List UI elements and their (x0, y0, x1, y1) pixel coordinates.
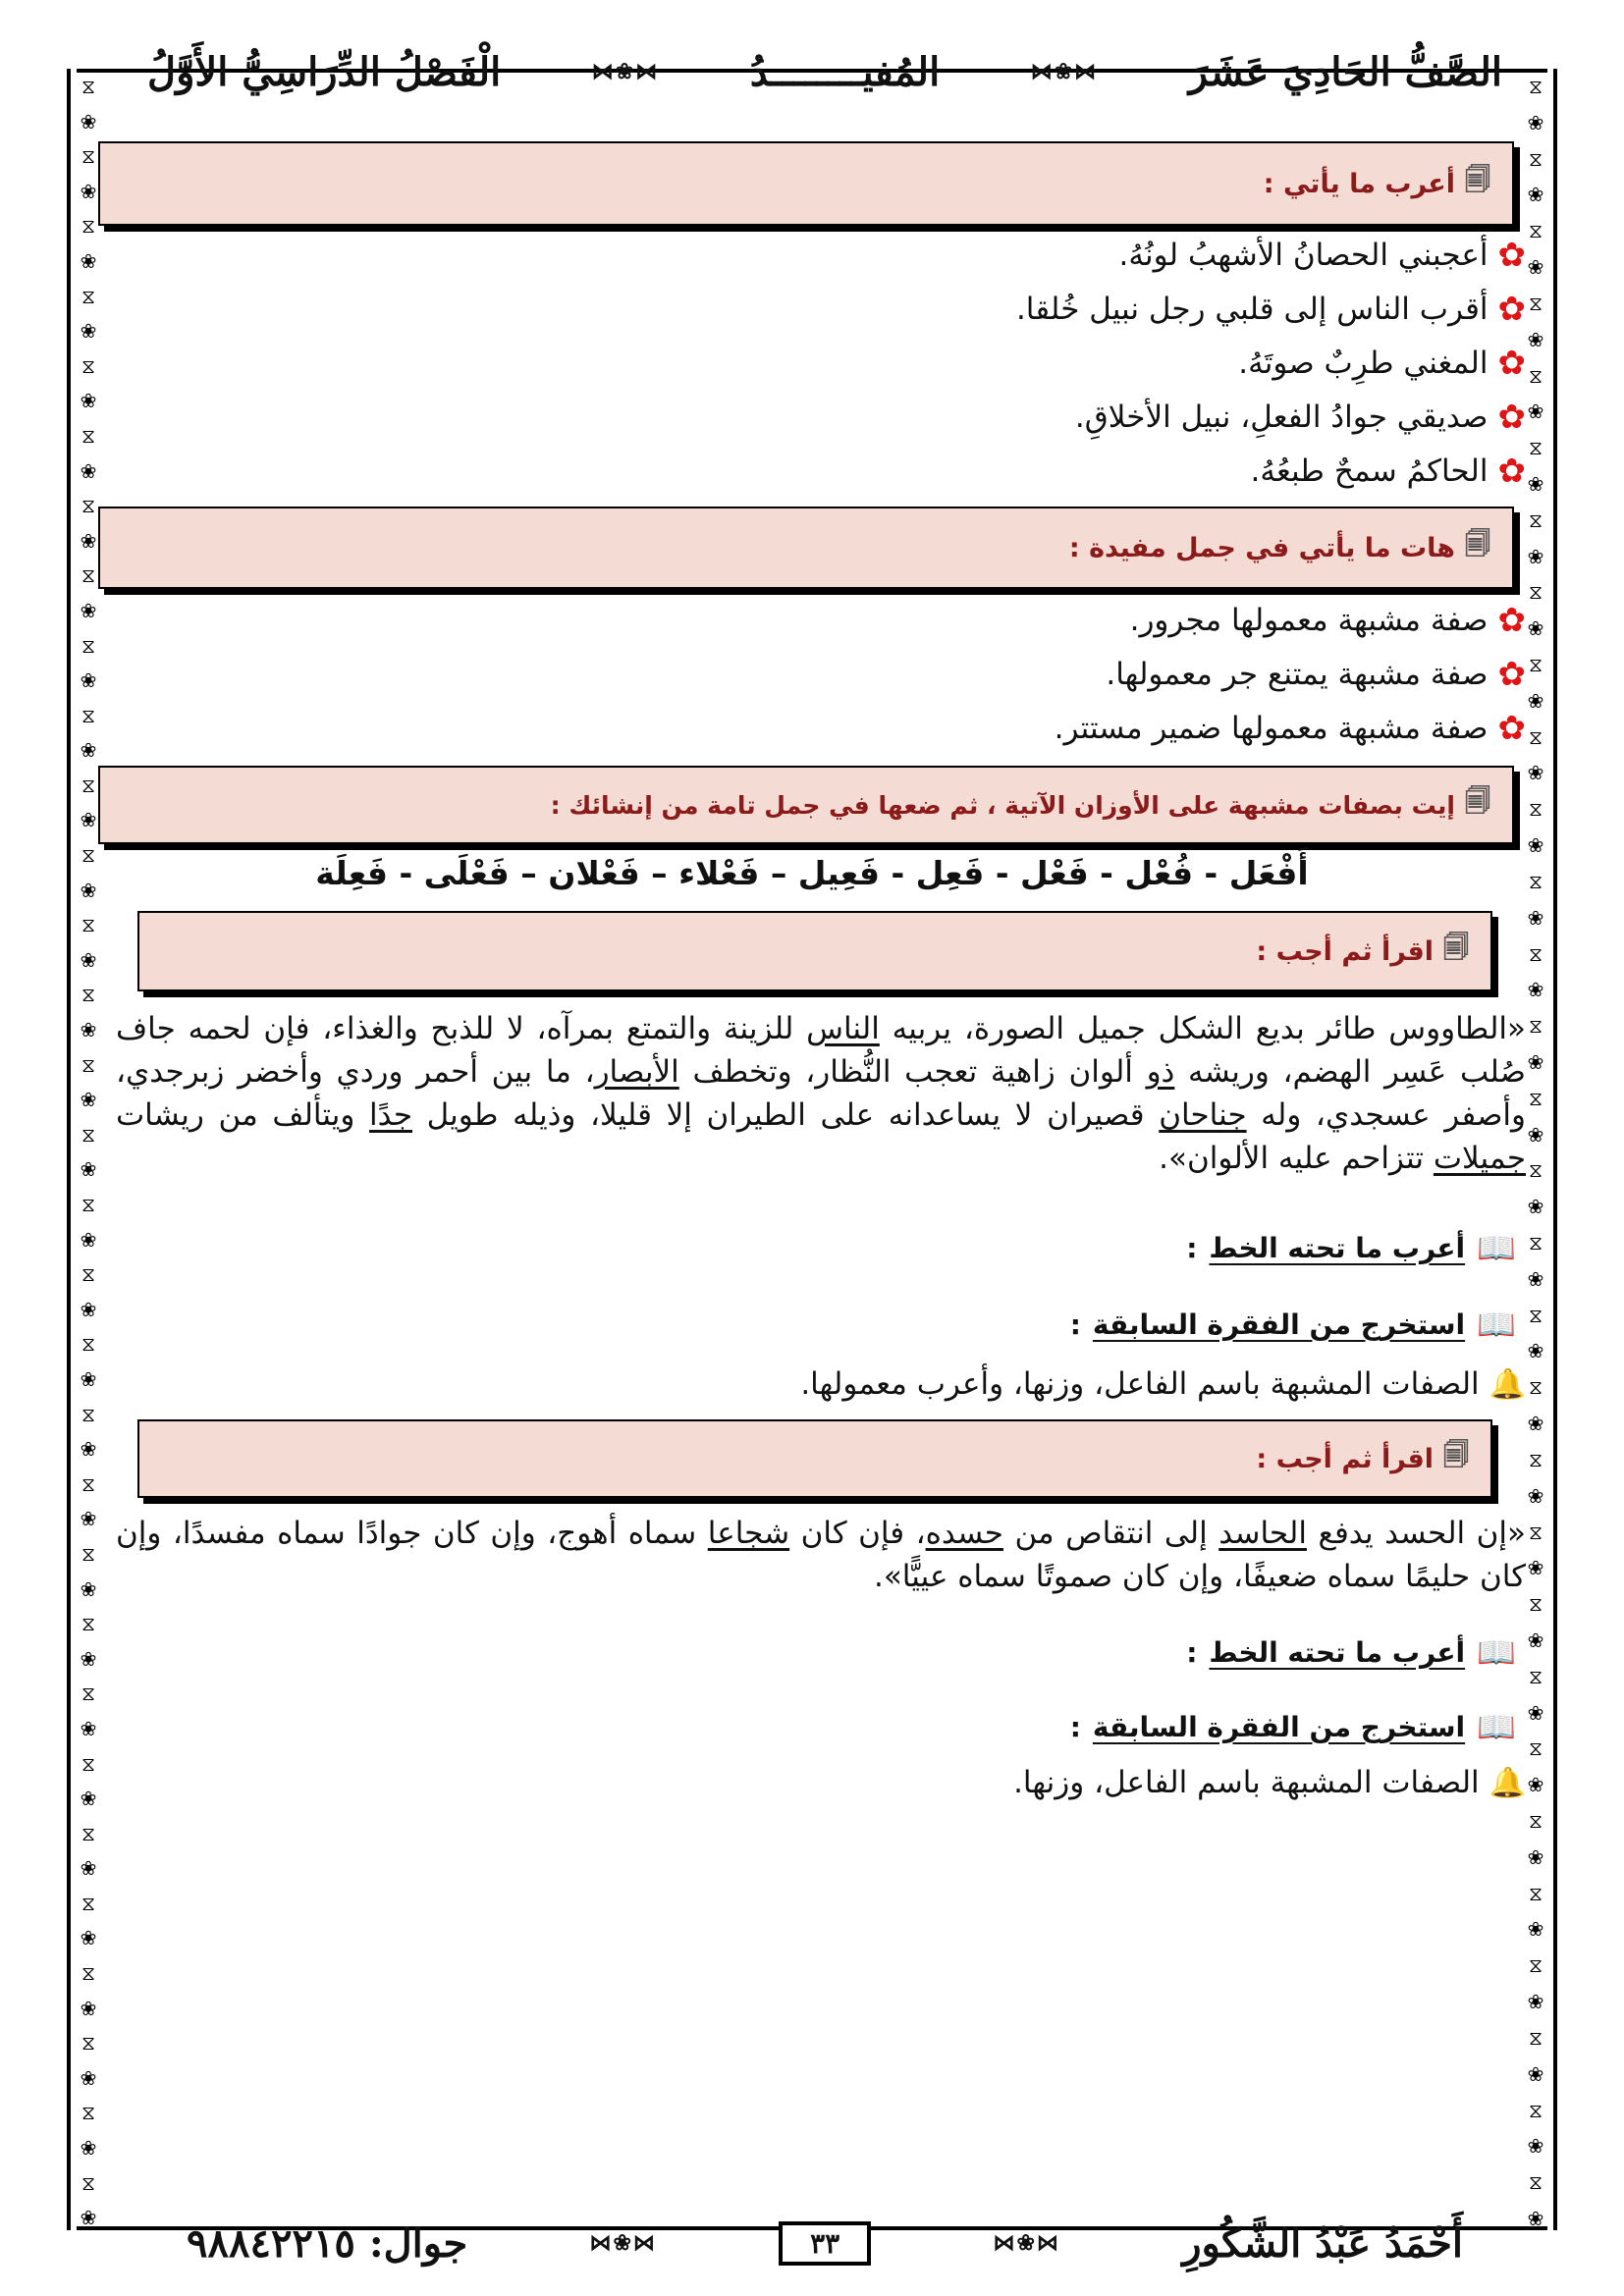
section4-note: 🔔 الصفات المشبهة باسم الفاعل، وزنها، وأعرب معمولها. (800, 1366, 1526, 1402)
bell-icon: 🔔 (1489, 1765, 1526, 1800)
section4-task-parse: 📖 أعرب ما تحته الخط : (1186, 1229, 1516, 1266)
underlined-word: شجاعا (707, 1516, 790, 1551)
underlined-word: جدًا (368, 1097, 413, 1133)
red-flower-bullet-icon: ✿ (1497, 709, 1526, 748)
footer-ornament-icon: ⋈❀⋈ (993, 2230, 1060, 2256)
section3-title: إيت بصفات مشبهة على الأوزان الآتية ، ثم ضعها في جمل تامة من إنشائك : (550, 790, 1456, 820)
section2-title: هات ما يأتي في جمل مفيدة : (1068, 532, 1456, 563)
section5-task-extract: 📖 استخرج من الفقرة السابقة : (1069, 1708, 1516, 1745)
underlined-word: الحاسد (1218, 1516, 1307, 1551)
section1-title: أعرب ما يأتي : (1263, 168, 1456, 199)
book-title: المُفيــــــــدُ (749, 48, 941, 95)
section4-paragraph: «الطاووس طائر بديع الشكل جميل الصورة، يربيه الناس للزينة والتمتع بمرآه، لا للذبح والغذاء، فإن لحمه جاف صُلب عَسِر الهضم، وريشه ذو ألوان زاهية تعجب النُّظار، وتخطف الأبصار، ما بين أحمر وردي وأخضر زبرجدي، وأصفر عسجدي، وله جناحان قصيران لا يساعدانه على الطيران إلا قليلا، وذيله طويل جدًا ويتألف من ريشات جميلات تتزاحم عليه الألوان». (116, 1011, 1526, 1176)
list-item: ✿ صديقي جوادُ الفعلِ، نبيل الأخلاقِ. (1074, 398, 1526, 437)
list-item: ✿ صفة مشبهة معمولها ضمير مستتر. (1054, 709, 1526, 748)
list-item: ✿ أعجبني الحصانُ الأشهبُ لونُهُ. (1118, 236, 1526, 275)
header-ornament-icon: ⋈❀⋈ (591, 59, 660, 84)
frame-right-line (1553, 69, 1557, 2230)
header-ornament-icon: ⋈❀⋈ (1030, 59, 1099, 84)
weights-line: أَفْعَل - فُعْل - فَعْل - فَعِل - فَعِيل – فَعْلاء – فَعْلان – فَعْلَى - فَعِلَة (315, 854, 1309, 892)
list-item: ✿ أقرب الناس إلى قلبي رجل نبيل خُلقا. (1015, 290, 1526, 329)
list-item: ✿ صفة مشبهة يمتنع جر معمولها. (1106, 655, 1526, 694)
document-stack-icon: 🗐 (1465, 166, 1490, 195)
list-item: ✿ صفة مشبهة معمولها مجرور. (1129, 601, 1526, 640)
section2-title-box (98, 507, 1514, 589)
section5-paragraph: «إن الحسد يدفع الحاسد إلى انتقاص من حسده، فإن كان شجاعا سماه أهوج، وإن كان جوادًا سماه مفسدًا، وإن كان حليمًا سماه ضعيفًا، وإن كان صموتًا سماه عييًّا». (116, 1516, 1526, 1594)
underlined-word: جميلات (1433, 1141, 1526, 1176)
frame-left-line (67, 69, 71, 2230)
open-book-icon: 📖 (1477, 1306, 1516, 1343)
red-flower-bullet-icon: ✿ (1497, 655, 1526, 694)
section3-title-box (98, 766, 1514, 844)
page-footer (187, 2199, 1463, 2287)
section5-title: اقرأ ثم أجب : (1256, 1443, 1435, 1474)
section5-title-box (137, 1419, 1492, 1498)
red-flower-bullet-icon: ✿ (1497, 236, 1526, 275)
underlined-word: ذو (1146, 1054, 1175, 1090)
red-flower-bullet-icon: ✿ (1497, 290, 1526, 329)
red-flower-bullet-icon: ✿ (1497, 452, 1526, 491)
list-item: ✿ الحاكمُ سمحٌ طبعُهُ. (1250, 452, 1526, 491)
frame-right-border: ⧖ ❀ ⧖ ❀ ⧖ ❀ ⧖ ❀ ⧖ ❀ ⧖ ❀ ⧖ ❀ ⧖ ❀ ⧖ ❀ ⧖ ❀ ⧖ ❀ ⧖ ❀ ⧖ ❀ ⧖ ❀ ⧖ ❀ ⧖ ❀ ⧖ ❀ ⧖ ❀ ⧖ ❀ ⧖ ❀ ⧖ ❀ ⧖ ❀ ⧖ ❀ ⧖ ❀ ⧖ ❀ ⧖ ❀ ⧖ ❀ ⧖ ❀ ⧖ ❀ ⧖ ❀ (1527, 75, 1544, 2230)
page-number: ٣٣ (779, 2221, 871, 2266)
underlined-word: جناحان (1159, 1097, 1247, 1133)
bell-icon: 🔔 (1489, 1366, 1526, 1402)
section4-title: اقرأ ثم أجب : (1256, 935, 1435, 967)
section5-note: 🔔 الصفات المشبهة باسم الفاعل، وزنها. (1013, 1765, 1526, 1800)
semester-title: الْفَصْلُ الدِّرَاسِيُّ الأَوَّلُ (147, 48, 502, 95)
red-flower-bullet-icon: ✿ (1497, 601, 1526, 640)
frame-left-border: ⧖ ❀ ⧖ ❀ ⧖ ❀ ⧖ ❀ ⧖ ❀ ⧖ ❀ ⧖ ❀ ⧖ ❀ ⧖ ❀ ⧖ ❀ ⧖ ❀ ⧖ ❀ ⧖ ❀ ⧖ ❀ ⧖ ❀ ⧖ ❀ ⧖ ❀ ⧖ ❀ ⧖ ❀ ⧖ ❀ ⧖ ❀ ⧖ ❀ ⧖ ❀ ⧖ ❀ ⧖ ❀ ⧖ ❀ ⧖ ❀ ⧖ ❀ ⧖ ❀ ⧖ ❀ ⧖ ❀ (80, 75, 97, 2230)
document-stack-icon: 🗐 (1465, 787, 1490, 817)
document-stack-icon: 🗐 (1443, 934, 1469, 963)
author-name: أَحْمَدُ عَبْدُ الشَّكُورِ (1182, 2219, 1463, 2267)
open-book-icon: 📖 (1477, 1229, 1516, 1266)
open-book-icon: 📖 (1477, 1633, 1516, 1671)
underlined-word: الأبصار (594, 1054, 679, 1090)
section4-task-extract: 📖 استخرج من الفقرة السابقة : (1069, 1306, 1516, 1343)
document-stack-icon: 🗐 (1465, 530, 1490, 560)
grade-title: الصَّفُّ الحَادِيَ عَشَرَ (1188, 48, 1502, 95)
red-flower-bullet-icon: ✿ (1497, 398, 1526, 437)
footer-ornament-icon: ⋈❀⋈ (589, 2230, 657, 2256)
document-stack-icon: 🗐 (1443, 1441, 1469, 1470)
page-header (147, 27, 1502, 116)
section5-task-parse: 📖 أعرب ما تحته الخط : (1186, 1633, 1516, 1671)
section1-title-box (98, 141, 1514, 226)
underlined-word: الناس (806, 1011, 880, 1046)
phone-number: جوال: ٩٨٨٤٢٢١٥ (187, 2219, 468, 2267)
red-flower-bullet-icon: ✿ (1497, 344, 1526, 383)
underlined-word: حسده (925, 1516, 1003, 1551)
section4-title-box (137, 911, 1492, 991)
open-book-icon: 📖 (1477, 1708, 1516, 1745)
list-item: ✿ المغني طرِبٌ صوتَهُ. (1238, 344, 1526, 383)
